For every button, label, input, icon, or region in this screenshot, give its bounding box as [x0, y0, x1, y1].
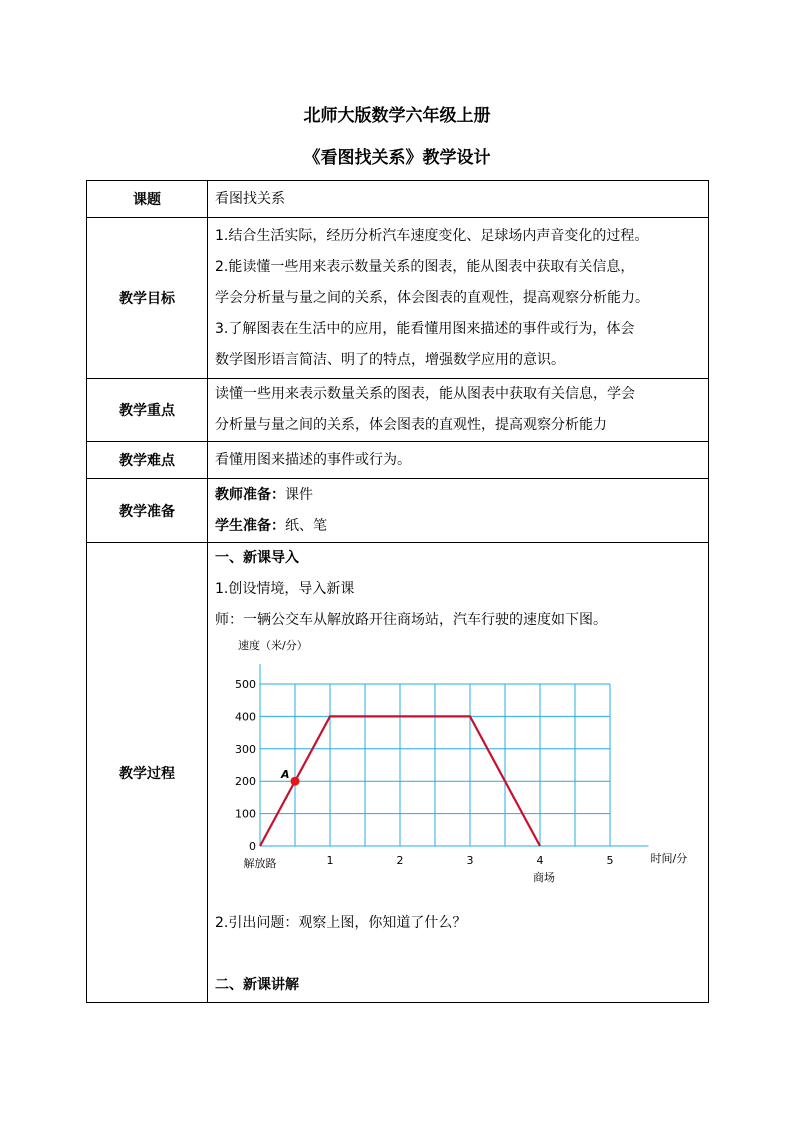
row-topic [87, 181, 709, 218]
y-tick-label: 300 [235, 742, 256, 756]
goal-line: 数学图形语言简洁、明了的特点，增强数学应用的意识。 [215, 351, 565, 368]
topic-text: 看图找关系 [215, 190, 285, 207]
y-tick-label: 400 [235, 710, 256, 724]
goal-line: 2.能读懂一些用来表示数量关系的图表，能从图表中获取有关信息， [215, 258, 635, 275]
row-difficulty [87, 442, 709, 479]
value-process [208, 543, 709, 1003]
lesson-plan-table [86, 180, 709, 1003]
label-process: 教学过程 [87, 543, 208, 1003]
spacer [215, 939, 706, 970]
value-goals [208, 218, 709, 379]
x-tick-label: 2 [396, 854, 404, 867]
value-topic [208, 181, 709, 218]
step-2: 2.引出问题：观察上图，你知道了什么？ [215, 915, 467, 931]
narration: 师：一辆公交车从解放路开往商场站，汽车行驶的速度如下图。 [215, 612, 607, 628]
difficulty-text: 看懂用图来描述的事件或行为。 [215, 451, 411, 468]
row-key-points [87, 379, 709, 442]
key-line: 分析量与量之间的关系，体会图表的直观性，提高观察分析能力 [215, 417, 607, 433]
student-prep-label: 学生准备： [215, 517, 285, 534]
point-a-label: A [281, 768, 290, 782]
value-difficulty [208, 442, 709, 479]
row-process [87, 543, 709, 1003]
y-tick-label: 100 [235, 807, 256, 821]
speed-chart [215, 636, 706, 908]
point-a-marker [291, 777, 300, 786]
x-tick-label: 1 [326, 854, 334, 867]
goal-line: 学会分析量与量之间的关系，体会图表的直观性，提高观察分析能力。 [215, 289, 649, 306]
y-tick-label: 0 [249, 840, 256, 853]
label-difficulty: 教学难点 [87, 442, 208, 479]
label-topic: 课题 [87, 181, 208, 218]
student-prep [215, 511, 706, 542]
goal-line: 3.了解图表在生活中的应用，能看懂用图来描述的事件或行为，体会 [215, 320, 635, 337]
speed-chart-svg [215, 636, 705, 908]
x-tick-label: 4 [536, 854, 544, 867]
label-preparation: 教学准备 [87, 479, 208, 543]
teacher-prep-label: 教师准备： [215, 486, 285, 503]
y-tick-label: 500 [235, 678, 256, 691]
label-key-points: 教学重点 [87, 379, 208, 442]
section-lecture-heading: 二、新课讲解 [215, 977, 299, 993]
value-key-points [208, 379, 709, 442]
value-preparation [208, 479, 709, 543]
y-axis-label: 速度（米/分） [238, 639, 308, 652]
student-prep-value: 纸、笔 [285, 517, 327, 534]
label-goals: 教学目标 [87, 218, 208, 379]
grid-layer [260, 684, 610, 846]
goal-line: 1.结合生活实际，经历分析汽车速度变化、足球场内声音变化的过程。 [215, 227, 649, 244]
y-tick-label: 200 [235, 775, 256, 789]
x-tick-label: 3 [466, 854, 474, 867]
axis-layer [260, 664, 649, 846]
step-1: 1.创设情境，导入新课 [215, 581, 355, 597]
x-axis-label: 时间/分 [650, 852, 688, 865]
document-subtitle: 《看图找关系》教学设计 [303, 148, 491, 168]
x-start-label: 解放路 [243, 857, 277, 870]
section-intro-heading: 一、新课导入 [215, 550, 299, 566]
teacher-prep-value: 课件 [285, 486, 313, 503]
row-preparation [87, 479, 709, 543]
document-title: 北师大版数学六年级上册 [303, 106, 491, 126]
key-line: 读懂一些用来表示数量关系的图表，能从图表中获取有关信息，学会 [215, 386, 635, 402]
label-layer [235, 638, 687, 884]
teacher-prep [215, 480, 706, 511]
x-end-label: 商场 [533, 871, 555, 884]
row-goals [87, 218, 709, 379]
x-tick-label: 5 [606, 854, 614, 867]
